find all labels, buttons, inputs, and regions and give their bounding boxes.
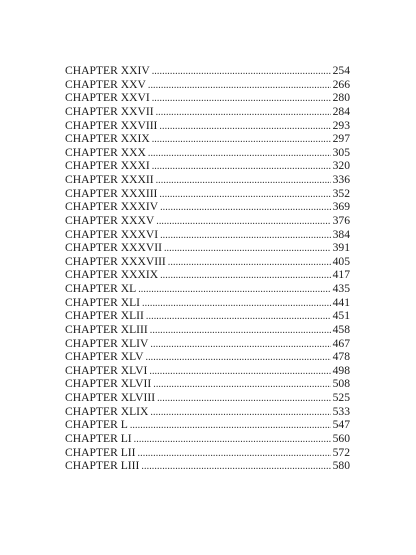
toc-entry-page-number: 560 — [332, 431, 350, 445]
toc-entry[interactable] — [65, 78, 350, 92]
toc-entry-page-number: 352 — [332, 186, 350, 200]
toc-dot-leader — [159, 188, 330, 201]
toc-dot-leader — [150, 324, 331, 337]
toc-entry[interactable] — [65, 255, 350, 269]
toc-dot-leader — [152, 160, 331, 173]
toc-entry-page-number: 478 — [332, 350, 350, 364]
toc-dot-leader — [153, 378, 330, 391]
toc-entry[interactable] — [65, 350, 350, 364]
toc-entry-page-number: 533 — [332, 404, 350, 418]
toc-entry-title: CHAPTER XXX — [65, 145, 146, 159]
toc-dot-leader — [159, 120, 330, 133]
toc-dot-leader — [150, 338, 330, 351]
toc-entry-title: CHAPTER XXIV — [65, 64, 150, 77]
table-of-contents — [65, 64, 350, 473]
toc-entry-title: CHAPTER XXVIII — [65, 118, 158, 132]
toc-entry-title: CHAPTER XLIV — [65, 336, 149, 350]
toc-entry-title: CHAPTER XLVI — [65, 363, 148, 377]
toc-dot-leader — [142, 297, 331, 310]
toc-entry-page-number: 580 — [332, 459, 350, 473]
toc-entry[interactable] — [65, 364, 350, 378]
toc-dot-leader — [145, 351, 330, 364]
toc-entry-title: CHAPTER XXXV — [65, 213, 155, 227]
toc-dot-leader — [152, 65, 331, 78]
toc-entry-page-number: 280 — [332, 91, 350, 105]
toc-entry-title: CHAPTER XXXII — [65, 173, 154, 186]
toc-entry-title: CHAPTER XXVI — [65, 91, 150, 105]
toc-entry-page-number: 384 — [332, 227, 350, 241]
toc-entry-page-number: 266 — [332, 77, 350, 91]
toc-entry-page-number: 320 — [332, 159, 350, 173]
toc-entry[interactable] — [65, 432, 350, 446]
toc-dot-leader — [157, 392, 331, 405]
toc-entry-title: CHAPTER L — [65, 418, 128, 432]
toc-dot-leader — [148, 147, 331, 160]
toc-entry-page-number: 441 — [332, 295, 350, 309]
toc-entry-page-number: 254 — [332, 64, 350, 77]
toc-entry[interactable] — [65, 241, 350, 255]
toc-entry[interactable] — [65, 105, 350, 119]
toc-entry-page-number: 297 — [332, 132, 350, 146]
toc-entry-page-number: 305 — [332, 145, 350, 159]
toc-dot-leader — [134, 433, 331, 446]
toc-entry-page-number: 547 — [332, 418, 350, 432]
toc-entry[interactable] — [65, 323, 350, 337]
toc-dot-leader — [164, 242, 331, 255]
toc-entry-title: CHAPTER XLII — [65, 309, 144, 323]
toc-entry-page-number: 508 — [332, 377, 350, 391]
toc-dot-leader — [160, 229, 331, 242]
toc-dot-leader — [148, 79, 331, 92]
toc-entry-page-number: 293 — [332, 118, 350, 132]
toc-entry[interactable] — [65, 282, 350, 296]
toc-dot-leader — [156, 215, 330, 228]
toc-entry-title: CHAPTER XXXVIII — [65, 254, 166, 268]
toc-entry-title: CHAPTER LIII — [65, 459, 140, 473]
toc-entry-title: CHAPTER XLIX — [65, 404, 149, 418]
toc-entry-page-number: 498 — [332, 363, 350, 377]
toc-dot-leader — [168, 256, 331, 269]
toc-dot-leader — [149, 365, 330, 378]
toc-entry[interactable] — [65, 418, 350, 432]
toc-entry[interactable] — [65, 459, 350, 473]
toc-entry-page-number: 451 — [332, 309, 350, 323]
toc-entry[interactable] — [65, 146, 350, 160]
toc-entry-title: CHAPTER XXXIV — [65, 200, 159, 214]
toc-dot-leader — [156, 106, 331, 119]
toc-dot-leader — [138, 283, 330, 296]
toc-entry[interactable] — [65, 119, 350, 133]
toc-entry-title: CHAPTER XXXVI — [65, 227, 159, 241]
toc-entry-page-number: 369 — [332, 200, 350, 214]
toc-entry-title: CHAPTER XXIX — [65, 132, 150, 146]
toc-entry-title: CHAPTER XLV — [65, 350, 144, 364]
toc-entry-title: CHAPTER XXXVII — [65, 241, 162, 255]
toc-entry[interactable] — [65, 377, 350, 391]
toc-entry[interactable] — [65, 296, 350, 310]
toc-entry-page-number: 435 — [332, 282, 350, 295]
toc-dot-leader — [146, 310, 331, 323]
toc-dot-leader — [156, 174, 331, 187]
toc-entry[interactable] — [65, 214, 350, 228]
toc-entry[interactable] — [65, 309, 350, 323]
toc-entry[interactable] — [65, 159, 350, 173]
toc-dot-leader — [152, 133, 331, 146]
toc-entry-title: CHAPTER XLVII — [65, 377, 152, 391]
toc-entry[interactable] — [65, 200, 350, 214]
toc-entry-title: CHAPTER XL — [65, 282, 137, 295]
toc-dot-leader — [130, 419, 331, 432]
toc-entry[interactable] — [65, 132, 350, 146]
toc-dot-leader — [138, 447, 331, 460]
toc-entry-page-number: 572 — [332, 445, 350, 459]
toc-entry-title: CHAPTER XLVIII — [65, 391, 156, 404]
toc-entry-page-number: 458 — [332, 322, 350, 336]
toc-dot-leader — [141, 460, 330, 473]
toc-entry-title: CHAPTER XXXIII — [65, 186, 158, 200]
toc-entry[interactable] — [65, 64, 350, 78]
toc-entry[interactable] — [65, 228, 350, 242]
toc-entry[interactable] — [65, 337, 350, 351]
toc-entry[interactable] — [65, 173, 350, 187]
toc-entry-page-number: 525 — [332, 391, 350, 404]
toc-dot-leader — [160, 269, 331, 282]
toc-entry-page-number: 417 — [332, 268, 350, 282]
toc-entry-title: CHAPTER XXV — [65, 77, 146, 91]
toc-entry[interactable] — [65, 446, 350, 460]
toc-entry-title: CHAPTER XXXI — [65, 159, 150, 173]
toc-entry-title: CHAPTER LII — [65, 445, 136, 459]
toc-entry[interactable] — [65, 268, 350, 282]
toc-entry-title: CHAPTER XLIII — [65, 322, 148, 336]
toc-dot-leader — [160, 201, 331, 214]
toc-entry-page-number: 284 — [332, 104, 350, 118]
toc-entry-title: CHAPTER XLI — [65, 295, 141, 309]
toc-entry-page-number: 376 — [332, 213, 350, 227]
toc-entry-title: CHAPTER LI — [65, 431, 132, 445]
toc-entry-page-number: 467 — [332, 336, 350, 350]
toc-entry-page-number: 391 — [332, 241, 350, 255]
toc-entry[interactable] — [65, 391, 350, 405]
toc-entry[interactable] — [65, 405, 350, 419]
toc-entry[interactable] — [65, 91, 350, 105]
toc-dot-leader — [150, 406, 330, 419]
toc-entry-title: CHAPTER XXVII — [65, 104, 154, 118]
toc-entry-page-number: 405 — [332, 254, 350, 268]
toc-entry-page-number: 336 — [332, 173, 350, 186]
toc-dot-leader — [152, 92, 331, 105]
toc-entry[interactable] — [65, 187, 350, 201]
toc-entry-title: CHAPTER XXXIX — [65, 268, 159, 282]
